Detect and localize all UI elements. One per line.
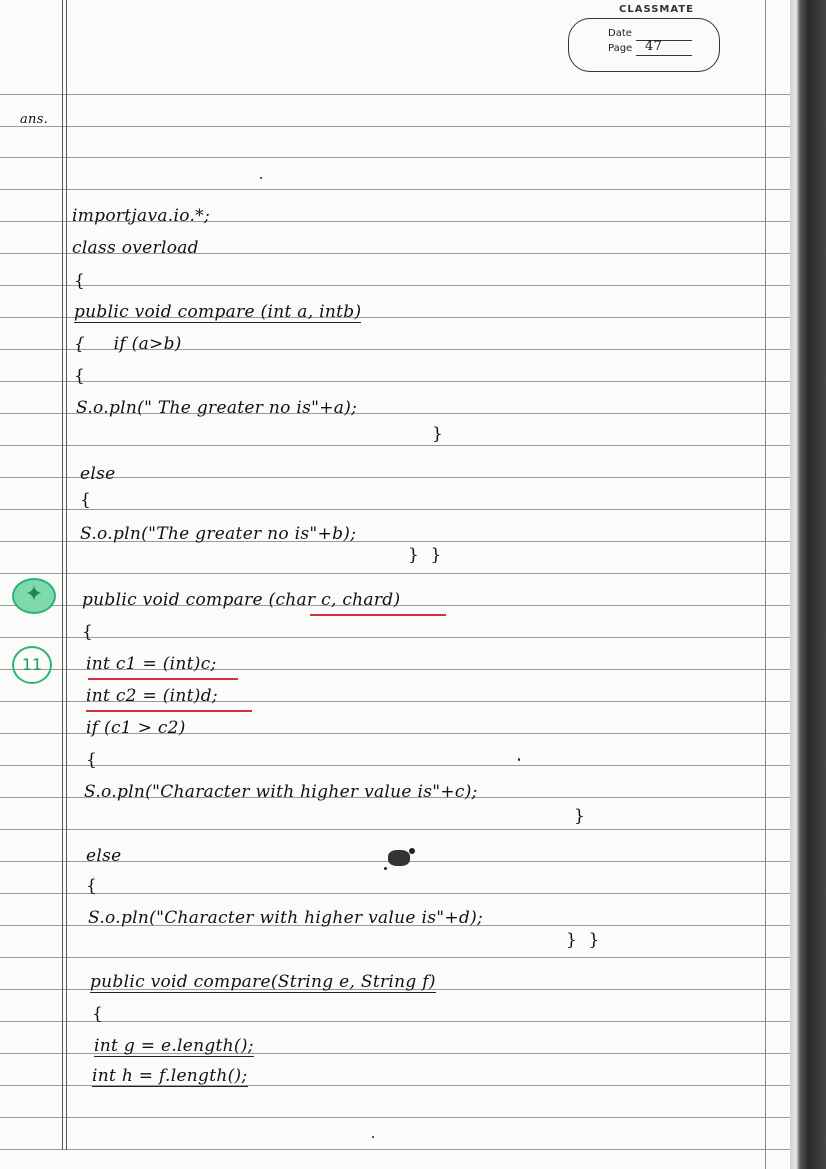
- code-line: {: [74, 271, 86, 291]
- code-line: {: [86, 750, 98, 770]
- ruled-line: [0, 957, 790, 958]
- date-label: Date: [608, 28, 632, 39]
- ruled-line: [0, 94, 790, 95]
- ruled-line: [0, 1021, 790, 1022]
- code-line: else: [86, 846, 122, 866]
- page-label: Page: [608, 43, 633, 54]
- margin-line: [66, 0, 67, 1150]
- red-underline: [88, 678, 238, 680]
- red-underline: [310, 614, 446, 616]
- ruled-line: [0, 157, 790, 158]
- code-line: public void compare(String e, String f): [90, 972, 436, 992]
- notebook-binding: [790, 0, 826, 1169]
- ruled-line: [0, 1117, 790, 1118]
- ruled-line: [0, 829, 790, 830]
- ruled-line: [0, 445, 790, 446]
- code-line: int c1 = (int)c;: [86, 654, 217, 674]
- ink-speck: [260, 177, 262, 179]
- right-margin-line: [765, 0, 766, 1169]
- ink-speck: [372, 1136, 374, 1138]
- margin-note: ans.: [20, 112, 49, 127]
- ruled-line: [0, 381, 790, 382]
- ruled-line: [0, 126, 790, 127]
- code-line: {: [74, 366, 86, 386]
- code-line: if (c1 > c2): [86, 718, 186, 738]
- ruled-line: [0, 893, 790, 894]
- code-line: {: [86, 876, 98, 896]
- ruled-line: [0, 477, 790, 478]
- ink-blot: [388, 850, 410, 866]
- code-line: public void compare (int a, intb): [74, 302, 362, 322]
- code-line: importjava.io.*;: [72, 206, 210, 226]
- ruled-line: [0, 573, 790, 574]
- code-line: int g = e.length();: [94, 1036, 254, 1056]
- code-line: else: [80, 464, 116, 484]
- ruled-line: [0, 765, 790, 766]
- ruled-line: [0, 1149, 790, 1150]
- code-line: int c2 = (int)d;: [86, 686, 218, 706]
- ruled-line: [0, 285, 790, 286]
- code-line: S.o.pln("Character with higher value is"+c);: [84, 782, 478, 802]
- green-star-mark: ✦: [12, 578, 56, 614]
- code-line: int h = f.length();: [92, 1066, 248, 1086]
- date-page-box: [568, 18, 720, 72]
- code-line: S.o.pln("The greater no is"+b);: [80, 524, 357, 544]
- code-line: }: [432, 424, 444, 444]
- ruled-line: [0, 637, 790, 638]
- code-line: S.o.pln(" The greater no is"+a);: [76, 398, 358, 418]
- code-line: } }: [566, 930, 600, 950]
- code-line: public void compare (char c, chard): [82, 590, 401, 610]
- page-number: 47: [645, 39, 663, 54]
- code-line: {: [80, 490, 92, 510]
- ink-speck: [518, 758, 520, 761]
- code-line: {: [82, 622, 94, 642]
- code-line: } }: [408, 545, 442, 565]
- red-underline: [86, 710, 252, 712]
- code-line: S.o.pln("Character with higher value is"+d);: [88, 908, 484, 928]
- ink-speck: [384, 867, 387, 870]
- brand-logo-text: CLASSMATE: [619, 4, 694, 15]
- count-circle: 11: [12, 646, 52, 684]
- ruled-line: [0, 189, 790, 190]
- ruled-line: [0, 509, 790, 510]
- code-line: {: [92, 1004, 104, 1024]
- margin-line: [62, 0, 63, 1150]
- ink-speck: [409, 848, 415, 854]
- code-line: class overload: [72, 238, 199, 258]
- page-line: [636, 55, 692, 56]
- code-line: { if (a>b): [74, 334, 182, 354]
- code-line: }: [574, 806, 586, 826]
